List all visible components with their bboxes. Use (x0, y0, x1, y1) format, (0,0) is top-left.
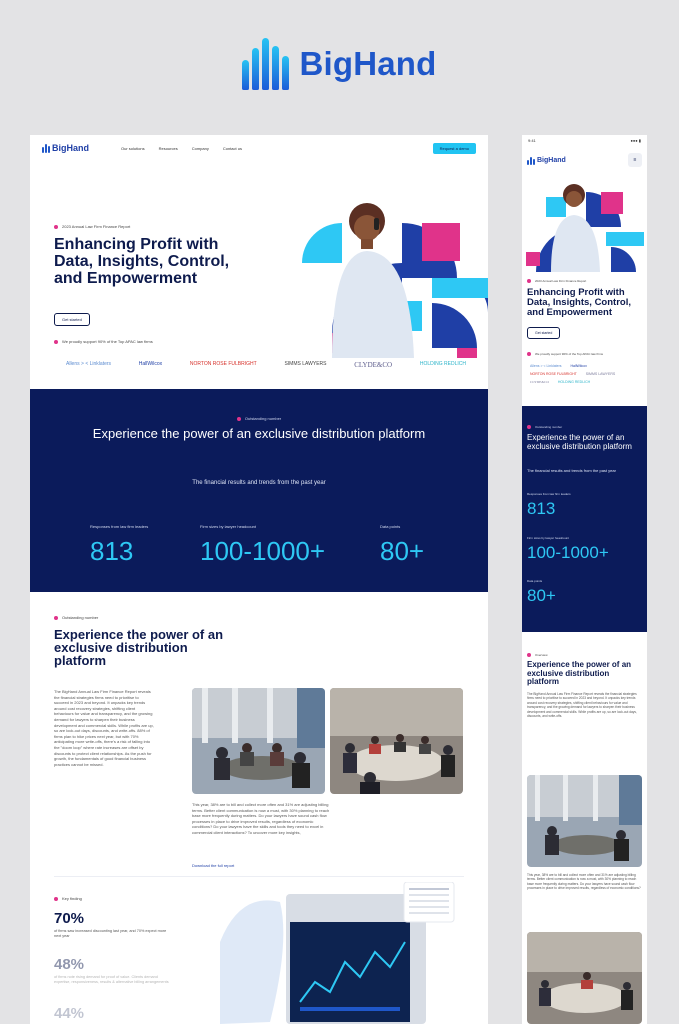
report-body: The BigHand Annual Law Firm Finance Report reveals the financial strategies firms need to prioritise to succeed in 2023 and beyond. It unpacks key trends around cost recovery strategies, shifting client behaviours for value and transparency, and the growing demand for lawyers to sharpen their business development and commercial skills. While profits are up, so are lock-out days, discounts, and write-offs. (527, 692, 637, 719)
menu-icon[interactable]: ≡ (628, 153, 642, 167)
finding-item (54, 1005, 84, 1022)
status-time: 9:41 (528, 138, 536, 143)
report-eyebrow: Overview (527, 653, 548, 657)
stat-label: Data points (380, 524, 401, 529)
finding-item (54, 956, 174, 985)
hero-title: Enhancing Profit with Data, Insights, Control, and Empowerment (54, 236, 230, 287)
finding-item (54, 910, 174, 939)
clients-label: We proudly support 90% of the Top APAC law firms (54, 339, 153, 344)
report-body: The BigHand Annual Law Firm Finance Report reveals the financial strategies firms need to prioritise to succeed in 2023 and beyond. It unpacks key trends around cost recovery strategies, shifting client behaviours for value and transparency, and the growing demand for lawyers to sharpen their business development and commercial skills. While profits are up, so are lock-out days, discounts, and write-offs. 88% of firms plan to hike prices next year, but with 70% anticipating more write-offs, there's a risk of falling into the "doom loop" where rate increases are offset by discounts to protect client relationships. As the push for growth, the fundamentals of good financial business practices cannot be missed. (54, 689, 154, 767)
bighand-logo-icon (242, 38, 289, 90)
desktop-hero (30, 161, 488, 361)
stats-eyebrow: Outstanding number (30, 416, 488, 421)
report-eyebrow: Outstanding number (54, 615, 98, 620)
nav-link-resources[interactable]: Resources (158, 145, 178, 151)
hero-title: Enhancing Profit with Data, Insights, Control, and Empowerment (527, 287, 631, 318)
client-logo: NORTON ROSE FULBRIGHT (530, 372, 577, 376)
desktop-mockup (30, 135, 488, 1024)
desktop-logo[interactable] (42, 143, 89, 153)
client-logos (66, 361, 466, 369)
dashboard-laptop-photo (220, 882, 460, 1024)
mobile-hero-illustration (526, 177, 644, 272)
meeting-photo-1 (192, 688, 325, 794)
client-logo: Allens > < Linklaters (66, 361, 112, 367)
hero-eyebrow: 2023 Annual Law Firm Finance Report (54, 224, 130, 229)
get-started-button[interactable]: Get started (527, 327, 560, 339)
client-logo: SIMMS LAWYERS (284, 361, 327, 367)
nav-links (121, 146, 242, 151)
finding-text: of firms saw increased discounting last year, and 70% expect more next year (54, 929, 167, 938)
stat-data-points (380, 524, 424, 567)
report-title: Experience the power of an exclusive distribution platform (54, 627, 224, 668)
report-caption: This year, 38% are to bill and collect more often and 31% are adjusting billing terms. Better client communication is now a must, with 30% planning to reach base more frequently during matters. Do your lawyers have sound cash flow processes in place to drive improved results, regardless of economic conditions? (527, 873, 641, 891)
finding-value: 48% (54, 956, 85, 973)
mobile-logo[interactable] (527, 156, 566, 165)
stat-firm-sizes (527, 536, 609, 563)
hero-illustration (302, 183, 488, 358)
finding-text: of firms note rising demand for proof of value. Clients demand expertise, responsiveness, results & alternative billing arrangements (54, 975, 169, 984)
stat-firm-sizes (200, 524, 325, 567)
stat-value: 813 (527, 499, 556, 518)
status-icons: ●●● ▮ (630, 138, 641, 143)
findings-eyebrow: Key finding (54, 896, 82, 901)
logo-icon (527, 156, 535, 165)
request-demo-button[interactable]: Request a demo (433, 143, 476, 154)
divider (54, 876, 464, 877)
download-report-link[interactable]: Download the full report (192, 863, 235, 868)
stat-value: 813 (90, 536, 134, 566)
stats-section (30, 389, 488, 592)
mobile-mockup (522, 135, 647, 1024)
report-caption: This year, 38% are to bill and collect more often and 31% are adjusting billing terms. Better client communication is now a must, with 30% planning to reach base more frequently during matters. Do your lawyers have sound cash flow processes in place to drive improved results, regardless of economic conditions? Do your lawyers have the skills and tools they need to excel in commercial client interactions? To uncover more key insights, (192, 802, 330, 835)
stat-value: 80+ (527, 586, 556, 605)
stat-value: 80+ (380, 536, 425, 566)
desktop-navbar (30, 135, 488, 161)
meeting-photo-2 (330, 688, 463, 794)
client-logo: HOLDING REDLICH (419, 361, 466, 367)
nav-link-contact[interactable]: Contact us (222, 145, 242, 151)
logo-text: BigHand (537, 156, 566, 164)
logo-text: BigHand (52, 143, 89, 153)
mobile-navbar (522, 146, 647, 174)
meeting-photo-1 (527, 775, 642, 867)
client-logo: CLYDE&CO (354, 361, 393, 369)
meeting-photo-2 (527, 932, 642, 1024)
logo-icon (42, 144, 50, 153)
stats-subtitle: The financial results and trends from the past year (527, 468, 616, 473)
stats-title: Experience the power of an exclusive distribution platform (527, 433, 632, 451)
get-started-button[interactable]: Get started (54, 313, 90, 326)
nav-link-company[interactable]: Company (191, 145, 209, 151)
mobile-stats-section (522, 406, 647, 632)
brand-wordmark: BigHand (299, 45, 437, 82)
finding-value: 70% (54, 910, 85, 927)
stats-eyebrow: Outstanding number (527, 425, 562, 429)
client-logo: Allens > < Linklaters (530, 364, 562, 368)
client-logos (530, 364, 642, 384)
report-title: Experience the power of an exclusive distribution platform (527, 660, 632, 686)
stat-value: 100-1000+ (527, 543, 609, 562)
mobile-report-section (522, 632, 647, 1024)
client-logo: HallWilcox (570, 364, 587, 368)
brand-header (0, 38, 679, 90)
stats-title: Experience the power of an exclusive distribution platform (92, 426, 426, 441)
stat-data-points (527, 579, 556, 606)
stat-responses (90, 524, 148, 567)
client-logo: CLYDE&CO (530, 380, 549, 384)
stat-label: Responses from law firm leaders (90, 524, 149, 529)
client-logo: SIMMS LAWYERS (585, 372, 616, 376)
stat-label: Responses from law firm leaders (527, 492, 571, 496)
stats-subtitle: The financial results and trends from the past year (192, 480, 326, 486)
report-section (30, 592, 488, 1024)
finding-value: 44% (54, 1005, 85, 1022)
hero-eyebrow: 2023 Annual Law Firm Finance Report (527, 279, 586, 283)
stat-label: Firm sizes by lawyer headcount (527, 536, 570, 540)
client-logo: NORTON ROSE FULBRIGHT (189, 361, 257, 367)
stat-value: 100-1000+ (200, 536, 326, 566)
stat-label: Firm sizes by lawyer headcount (200, 524, 257, 529)
clients-label: We proudly support 90% of the Top APAC law firms (527, 352, 603, 356)
client-logo: HOLDING REDLICH (557, 380, 591, 384)
nav-link-solutions[interactable]: Our solutions (121, 145, 145, 151)
stat-responses (527, 492, 571, 519)
stat-label: Data points (527, 579, 543, 583)
client-logo: HallWilcox (138, 361, 163, 367)
mobile-status-bar (522, 135, 647, 146)
